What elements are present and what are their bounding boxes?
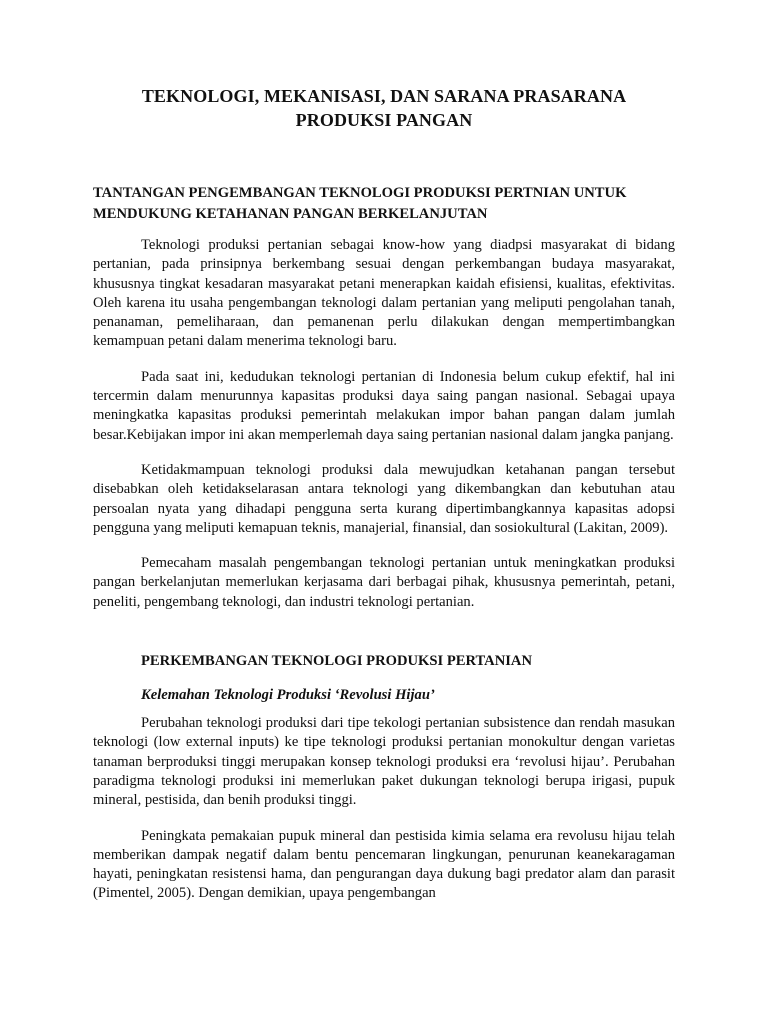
document-title-line-2: PRODUKSI PANGAN bbox=[295, 110, 473, 130]
section-1-paragraph-4: Pemecaham masalah pengembangan teknologi pertanian untuk meningkatkan produksi pangan berkelanjutan memerlukan kerjasama dari berbagai pihak, khususnya pemerintah, petani, peneliti, pengembang teknologi, dan industri teknologi pertanian. bbox=[93, 555, 675, 610]
section-1-paragraph-2: Pada saat ini, kedudukan teknologi pertanian di Indonesia belum cukup efektif, hal ini tercermin dalam menurunnya kapasitas produksi daya saing pangan nasional. Sebagai upaya meningkatka kapasitas produksi pemerintah melakukan impor bahan pangan dalam jumlah besar.Kebijakan impor ini akan memperlemah daya saing pertanian nasional dalam jangka panjang. bbox=[93, 368, 675, 443]
section-1-paragraph-3: Ketidakmampuan teknologi produksi dala mewujudkan ketahanan pangan tersebut disebabkan oleh ketidakselarasan antara teknologi yang dikembangkan dan kebutuhan atau persoalan nyata yang dihadapi pengguna serta kurang dipertimbangkannya kapasitas adopsi pengguna yang meliputi kemapuan teknis, manajerial, finansial, dan sosiokultural (Lakitan, 2009). bbox=[93, 461, 675, 536]
section-spacer bbox=[93, 628, 675, 651]
section-1-paragraph-1: Teknologi produksi pertanian sebagai know-how yang diadpsi masyarakat di bidang pertanian, pada prinsipnya berkembang sesuai dengan perkembangan budaya masyarakat, khususnya tingkat kesadaran masyarakat petani menerapkan kaidah efisiensi, kualitas, efektivitas. Oleh karena itu usaha pengembangan teknologi dalam pertanian yang meliputi pengolahan tanah, penanaman, pemeliharaan, dan pemanenan perlu dilakukan dengan mempertimbangkan kemampuan petani dalam menerima teknologi baru. bbox=[93, 237, 675, 350]
section-2-subheading: Kelemahan Teknologi Produksi ‘Revolusi Hijau’ bbox=[141, 687, 435, 704]
section-2-paragraph-1: Perubahan teknologi produksi dari tipe tekologi pertanian subsistence dan rendah masukan teknologi (low external inputs) ke tipe teknologi produksi pertanian monokultur dengan varietas tanaman berproduksi tinggi merupakan konsep teknologi produksi era ‘revolusi hijau’. Perubahan paradigma teknologi produksi ini memerlukan paket dukungan teknologi berupa irigasi, pupuk mineral, pestisida, dan benih produksi tinggi. bbox=[93, 715, 675, 809]
document-title-line-1: TEKNOLOGI, MEKANISASI, DAN SARANA PRASARANA bbox=[141, 86, 627, 106]
section-1-heading bbox=[93, 183, 675, 225]
section-1-heading-line-1: TANTANGAN PENGEMBANGAN TEKNOLOGI PRODUKSI PERTNIAN UNTUK bbox=[93, 185, 627, 201]
section-2-heading: PERKEMBANGAN TEKNOLOGI PRODUKSI PERTANIAN bbox=[141, 653, 532, 670]
section-1-heading-line-2: MENDUKUNG KETAHANAN PANGAN BERKELANJUTAN bbox=[93, 206, 488, 222]
document-title bbox=[93, 84, 675, 132]
section-2-paragraph-2: Peningkata pemakaian pupuk mineral dan pestisida kimia selama era revolusu hijau telah memberikan dampak negatif dalam bentu pencemaran lingkungan, penurunan keanekaragaman hayati, peningkatan resistensi hama, dan pengurangan daya dukung bagi predator alam dan parasit (Pimentel, 2005). Dengan demikian, upaya pengembangan bbox=[93, 827, 675, 902]
